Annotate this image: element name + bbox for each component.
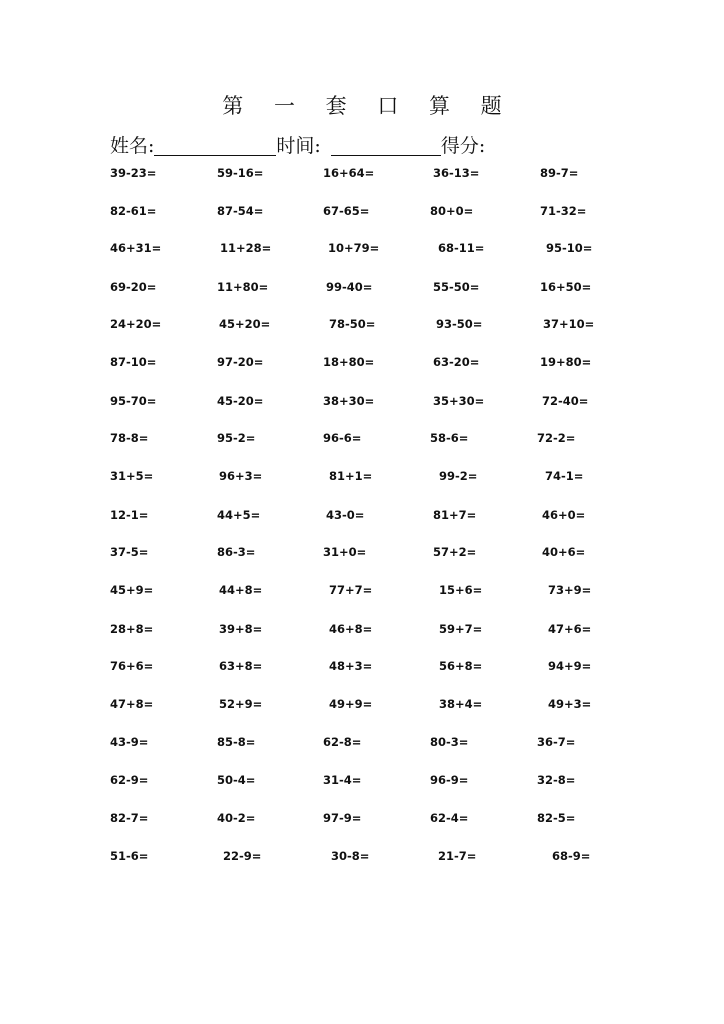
problem-item: 40-2= [217, 811, 256, 825]
problem-item: 39-23= [110, 166, 157, 180]
problem-item: 94+9= [548, 659, 592, 673]
problem-item: 16+64= [323, 166, 375, 180]
problem-item: 24+20= [110, 317, 162, 331]
problem-item: 56+8= [439, 659, 483, 673]
problem-item: 39+8= [219, 622, 263, 636]
name-blank-line [154, 135, 276, 156]
problem-item: 31-4= [323, 773, 362, 787]
problem-item: 46+8= [329, 622, 373, 636]
problem-item: 51-6= [110, 849, 149, 863]
problem-item: 82-61= [110, 204, 157, 218]
problem-item: 55-50= [433, 280, 480, 294]
problem-item: 21-7= [438, 849, 477, 863]
problem-item: 97-20= [217, 355, 264, 369]
problem-item: 44+8= [219, 583, 263, 597]
problem-item: 43-9= [110, 735, 149, 749]
problem-item: 59-16= [217, 166, 264, 180]
problem-item: 72-2= [537, 431, 576, 445]
problem-item: 49+3= [548, 697, 592, 711]
student-info-row [110, 132, 485, 158]
problem-item: 78-50= [329, 317, 376, 331]
problem-item: 72-40= [542, 394, 589, 408]
problem-item: 11+28= [220, 241, 272, 255]
problem-item: 58-6= [430, 431, 469, 445]
problem-item: 16+50= [540, 280, 592, 294]
problem-item: 99-2= [439, 469, 478, 483]
problem-item: 93-50= [436, 317, 483, 331]
problem-item: 35+30= [433, 394, 485, 408]
problem-item: 28+8= [110, 622, 154, 636]
problem-item: 95-10= [546, 241, 593, 255]
problem-item: 80-3= [430, 735, 469, 749]
problem-item: 43-0= [326, 508, 365, 522]
problem-item: 52+9= [219, 697, 263, 711]
problem-item: 11+80= [217, 280, 269, 294]
problem-item: 97-9= [323, 811, 362, 825]
problem-item: 30-8= [331, 849, 370, 863]
problem-item: 95-2= [217, 431, 256, 445]
problem-item: 50-4= [217, 773, 256, 787]
problem-item: 82-7= [110, 811, 149, 825]
problem-item: 87-10= [110, 355, 157, 369]
problem-item: 85-8= [217, 735, 256, 749]
problem-item: 46+31= [110, 241, 162, 255]
problem-item: 22-9= [223, 849, 262, 863]
problem-item: 95-70= [110, 394, 157, 408]
problem-item: 81+7= [433, 508, 477, 522]
problem-item: 15+6= [439, 583, 483, 597]
problem-item: 37-5= [110, 545, 149, 559]
problem-item: 57+2= [433, 545, 477, 559]
problem-item: 89-7= [540, 166, 579, 180]
problem-item: 81+1= [329, 469, 373, 483]
problem-item: 31+5= [110, 469, 154, 483]
problem-item: 19+80= [540, 355, 592, 369]
problem-item: 80+0= [430, 204, 474, 218]
name-label: 姓名: [110, 135, 155, 157]
problem-item: 67-65= [323, 204, 370, 218]
problem-item: 46+0= [542, 508, 586, 522]
problem-item: 82-5= [537, 811, 576, 825]
time-label: 时间: [276, 135, 321, 157]
problem-item: 45-20= [217, 394, 264, 408]
problem-item: 12-1= [110, 508, 149, 522]
problem-item: 45+20= [219, 317, 271, 331]
problem-item: 62-8= [323, 735, 362, 749]
problem-item: 38+4= [439, 697, 483, 711]
problem-item: 49+9= [329, 697, 373, 711]
problem-item: 73+9= [548, 583, 592, 597]
problem-item: 38+30= [323, 394, 375, 408]
problem-item: 44+5= [217, 508, 261, 522]
problem-item: 36-13= [433, 166, 480, 180]
problem-item: 78-8= [110, 431, 149, 445]
time-blank-line [331, 135, 441, 156]
problem-item: 40+6= [542, 545, 586, 559]
problem-item: 96+3= [219, 469, 263, 483]
problem-item: 31+0= [323, 545, 367, 559]
problem-item: 96-6= [323, 431, 362, 445]
page-title: 第 一 套 口 算 题 [222, 94, 514, 118]
problem-item: 18+80= [323, 355, 375, 369]
problem-item: 71-32= [540, 204, 587, 218]
problem-item: 32-8= [537, 773, 576, 787]
problem-item: 77+7= [329, 583, 373, 597]
problem-item: 96-9= [430, 773, 469, 787]
problem-item: 86-3= [217, 545, 256, 559]
problem-item: 62-4= [430, 811, 469, 825]
problem-item: 74-1= [545, 469, 584, 483]
problem-item: 68-11= [438, 241, 485, 255]
problem-item: 69-20= [110, 280, 157, 294]
problem-item: 37+10= [543, 317, 595, 331]
problem-item: 47+6= [548, 622, 592, 636]
problem-item: 87-54= [217, 204, 264, 218]
problem-item: 76+6= [110, 659, 154, 673]
problem-item: 45+9= [110, 583, 154, 597]
problem-item: 59+7= [439, 622, 483, 636]
problem-item: 48+3= [329, 659, 373, 673]
problem-item: 63+8= [219, 659, 263, 673]
problem-item: 62-9= [110, 773, 149, 787]
problem-item: 68-9= [552, 849, 591, 863]
problem-item: 99-40= [326, 280, 373, 294]
problem-item: 47+8= [110, 697, 154, 711]
problem-item: 10+79= [328, 241, 380, 255]
score-label: 得分: [440, 135, 486, 157]
problem-item: 63-20= [433, 355, 480, 369]
problem-item: 36-7= [537, 735, 576, 749]
